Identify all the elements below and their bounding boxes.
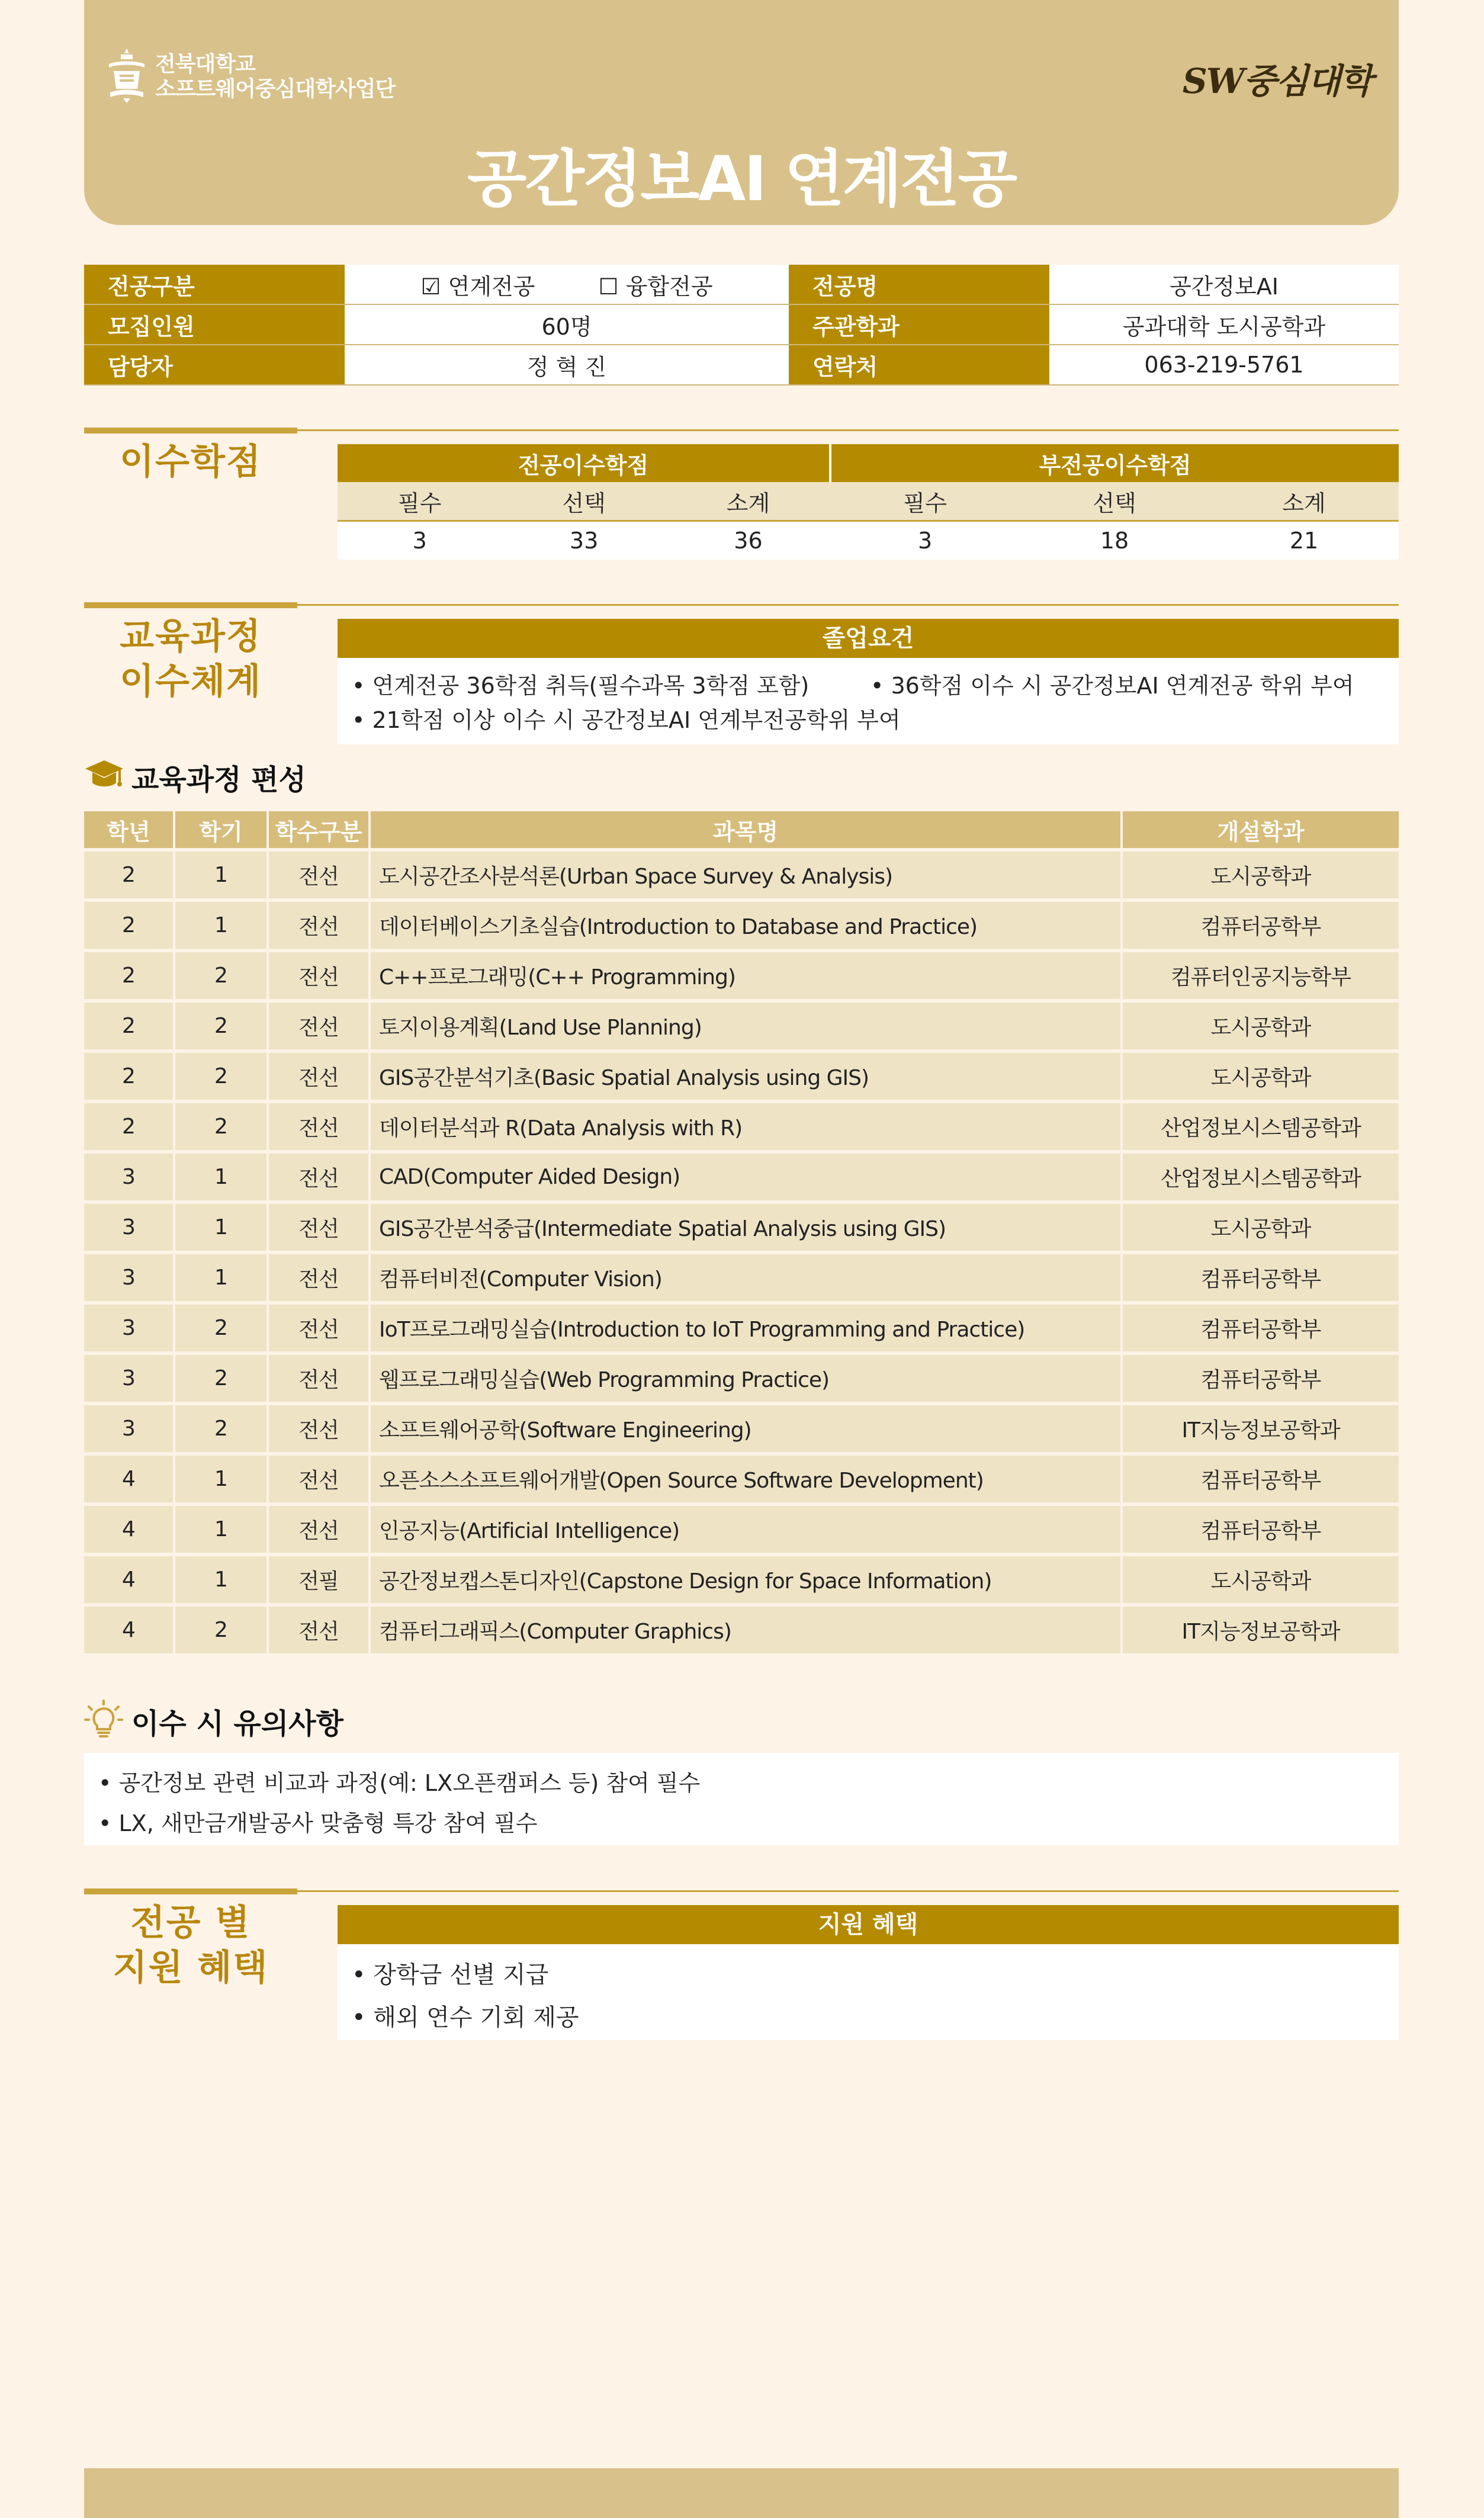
minor-credits-header: 부전공이수학점	[830, 444, 1399, 482]
row-year: 4	[84, 1502, 175, 1553]
recruit-value: 60명	[345, 304, 789, 345]
graduation-cap-icon	[84, 758, 124, 794]
row-course-type: 전선	[269, 1603, 371, 1653]
section-bar	[84, 428, 297, 433]
benefits-title-line2: 지원 혜택	[113, 1947, 269, 1989]
benefit-item: • 장학금 선별 지급	[352, 1961, 549, 1989]
row-course-name: 컴퓨터비전(Computer Vision)	[371, 1251, 1123, 1301]
row-course-name: 토지이용계획(Land Use Planning)	[371, 999, 1123, 1049]
row-department: 도시공학과	[1123, 1200, 1399, 1251]
credit-subheader: 필수	[338, 482, 502, 521]
row-year: 4	[84, 1452, 175, 1502]
benefits-section-title	[84, 1900, 297, 1990]
major-credits-header: 전공이수학점	[338, 444, 830, 482]
footer-bar	[84, 2468, 1399, 2518]
row-department: 컴퓨터공학부	[1123, 1301, 1399, 1351]
table-row	[84, 1452, 1399, 1502]
contact-label: 연락처	[789, 345, 1049, 385]
row-semester: 1	[175, 898, 269, 949]
page-title: 공간정보AI 연계전공	[467, 143, 1016, 215]
sw-center-logo: SW중심대학	[1182, 61, 1371, 101]
table-row	[84, 1402, 1399, 1452]
row-semester: 2	[175, 1603, 269, 1653]
credits-table	[338, 444, 1399, 560]
manager-value: 정 혁 진	[345, 345, 789, 385]
row-department: IT지능정보공학과	[1123, 1603, 1399, 1653]
table-row	[84, 1200, 1399, 1251]
credit-value: 3	[830, 521, 1020, 560]
table-row	[84, 1100, 1399, 1150]
row-course-name: 소프트웨어공학(Software Engineering)	[371, 1402, 1123, 1452]
row-course-name: IoT프로그래밍실습(Introduction to IoT Programming and Practice)	[371, 1301, 1123, 1351]
header-year: 학년	[84, 811, 175, 848]
row-department: 도시공학과	[1123, 999, 1399, 1049]
row-year: 3	[84, 1301, 175, 1351]
row-semester: 1	[175, 1452, 269, 1502]
credit-value: 21	[1209, 521, 1399, 560]
section-bar	[84, 602, 297, 608]
credit-value: 3	[338, 521, 502, 560]
table-row	[84, 1301, 1399, 1351]
dept-value: 공과대학 도시공학과	[1049, 304, 1399, 345]
table-row	[84, 1351, 1399, 1402]
row-year: 3	[84, 1251, 175, 1301]
table-row	[84, 1049, 1399, 1100]
row-department: 컴퓨터공학부	[1123, 1251, 1399, 1301]
row-semester: 2	[175, 949, 269, 999]
row-department: 컴퓨터공학부	[1123, 898, 1399, 949]
row-year: 2	[84, 898, 175, 949]
header-course-type: 학수구분	[269, 811, 371, 848]
row-semester: 2	[175, 1351, 269, 1402]
organization-name: 소프트웨어중심대학사업단	[155, 77, 396, 101]
type-option-convergence: ☐ 융합전공	[598, 273, 713, 300]
credit-subheader: 필수	[830, 482, 1020, 521]
row-department: IT지능정보공학과	[1123, 1402, 1399, 1452]
row-department: 컴퓨터공학부	[1123, 1351, 1399, 1402]
header-department: 개설학과	[1123, 811, 1399, 848]
row-course-name: 데이터베이스기초실습(Introduction to Database and Practice)	[371, 898, 1123, 949]
dept-label: 주관학과	[789, 304, 1049, 345]
type-value	[345, 265, 789, 304]
row-course-name: C++프로그래밍(C++ Programming)	[371, 949, 1123, 999]
benefits-box	[338, 1944, 1399, 2040]
credit-subheader: 소계	[666, 482, 830, 521]
row-semester: 1	[175, 1200, 269, 1251]
row-semester: 2	[175, 1301, 269, 1351]
row-department: 산업정보시스템공학과	[1123, 1100, 1399, 1150]
section-divider	[297, 429, 1399, 431]
header-course-name: 과목명	[371, 811, 1123, 848]
row-course-type: 전선	[269, 999, 371, 1049]
row-department: 산업정보시스템공학과	[1123, 1150, 1399, 1200]
credit-subheader: 선택	[1020, 482, 1209, 521]
recruit-label: 모집인원	[84, 304, 345, 345]
row-course-type: 전필	[269, 1553, 371, 1603]
row-department: 도시공학과	[1123, 1553, 1399, 1603]
table-row	[84, 999, 1399, 1049]
row-course-type: 전선	[269, 1351, 371, 1402]
row-course-type: 전선	[269, 1150, 371, 1200]
row-course-name: GIS공간분석중급(Intermediate Spatial Analysis using GIS)	[371, 1200, 1123, 1251]
manager-label: 담당자	[84, 345, 345, 385]
section-divider	[297, 604, 1399, 606]
credit-value: 33	[502, 521, 666, 560]
row-year: 3	[84, 1200, 175, 1251]
contact-value: 063-219-5761	[1049, 345, 1399, 385]
major-name-label: 전공명	[789, 265, 1049, 304]
row-semester: 1	[175, 1553, 269, 1603]
row-course-type: 전선	[269, 1301, 371, 1351]
row-department: 컴퓨터공학부	[1123, 1452, 1399, 1502]
row-semester: 2	[175, 1100, 269, 1150]
university-emblem-icon	[105, 47, 148, 104]
row-course-type: 전선	[269, 1200, 371, 1251]
row-course-type: 전선	[269, 949, 371, 999]
graduation-header: 졸업요건	[338, 619, 1399, 658]
table-row	[84, 949, 1399, 999]
row-course-name: 컴퓨터그래픽스(Computer Graphics)	[371, 1603, 1123, 1653]
benefits-title-line1: 전공 별	[130, 1902, 251, 1944]
table-row	[84, 1553, 1399, 1603]
university-name: 전북대학교	[155, 52, 255, 76]
table-row	[84, 848, 1399, 898]
header-semester: 학기	[175, 811, 269, 848]
benefit-item: • 해외 연수 기회 제공	[352, 2004, 579, 2031]
row-year: 3	[84, 1150, 175, 1200]
curriculum-title: 교육과정 편성	[131, 763, 306, 796]
benefits-header: 지원 혜택	[338, 1905, 1399, 1944]
grad-requirement: • 연계전공 36학점 취득(필수과목 3학점 포함)	[352, 673, 810, 699]
credit-value: 18	[1020, 521, 1209, 560]
row-course-type: 전선	[269, 1049, 371, 1100]
credit-subheader: 선택	[502, 482, 666, 521]
row-department: 컴퓨터인공지능학부	[1123, 949, 1399, 999]
table-row	[84, 1603, 1399, 1653]
row-year: 4	[84, 1553, 175, 1603]
row-course-name: GIS공간분석기초(Basic Spatial Analysis using GIS)	[371, 1049, 1123, 1100]
graduation-requirements	[338, 658, 1399, 744]
system-title-line1: 교육과정	[120, 616, 262, 657]
row-course-name: 공간정보캡스톤디자인(Capstone Design for Space Information)	[371, 1553, 1123, 1603]
row-course-name: 인공지능(Artificial Intelligence)	[371, 1502, 1123, 1553]
row-year: 3	[84, 1402, 175, 1452]
type-label: 전공구분	[84, 265, 345, 304]
row-year: 2	[84, 1100, 175, 1150]
row-department: 컴퓨터공학부	[1123, 1502, 1399, 1553]
note-item: • 공간정보 관련 비교과 과정(예: LX오픈캠퍼스 등) 참여 필수	[98, 1770, 701, 1796]
row-course-type: 전선	[269, 1402, 371, 1452]
table-row	[84, 1502, 1399, 1553]
row-course-type: 전선	[269, 1452, 371, 1502]
row-semester: 2	[175, 1049, 269, 1100]
row-course-type: 전선	[269, 848, 371, 898]
row-semester: 1	[175, 1150, 269, 1200]
row-semester: 1	[175, 848, 269, 898]
row-semester: 2	[175, 999, 269, 1049]
section-bar	[84, 1888, 297, 1894]
system-title-line2: 이수체계	[120, 661, 262, 702]
major-info-table	[84, 265, 1399, 386]
row-department: 도시공학과	[1123, 1049, 1399, 1100]
row-department: 도시공학과	[1123, 848, 1399, 898]
table-row	[84, 1251, 1399, 1301]
system-section-title	[84, 614, 297, 704]
section-divider	[297, 1890, 1399, 1892]
row-course-name: 데이터분석과 R(Data Analysis with R)	[371, 1100, 1123, 1150]
table-row	[84, 1150, 1399, 1200]
curriculum-table	[84, 811, 1399, 1653]
notes-box	[84, 1753, 1399, 1845]
row-course-type: 전선	[269, 1251, 371, 1301]
notes-title: 이수 시 유의사항	[131, 1707, 343, 1740]
row-course-name: CAD(Computer Aided Design)	[371, 1150, 1123, 1200]
row-semester: 2	[175, 1402, 269, 1452]
major-name-value: 공간정보AI	[1049, 265, 1399, 304]
row-course-type: 전선	[269, 1100, 371, 1150]
row-course-name: 웹프로그래밍실습(Web Programming Practice)	[371, 1351, 1123, 1402]
type-option-linked: ☑ 연계전공	[420, 273, 535, 300]
row-course-name: 도시공간조사분석론(Urban Space Survey & Analysis)	[371, 848, 1123, 898]
row-year: 2	[84, 1049, 175, 1100]
row-semester: 1	[175, 1251, 269, 1301]
credit-subheader: 소계	[1209, 482, 1399, 521]
credit-value: 36	[666, 521, 830, 560]
row-year: 2	[84, 999, 175, 1049]
row-course-type: 전선	[269, 1502, 371, 1553]
table-row	[84, 898, 1399, 949]
lightbulb-icon	[84, 1700, 123, 1739]
row-year: 2	[84, 949, 175, 999]
row-year: 3	[84, 1351, 175, 1402]
grad-requirement: • 21학점 이상 이수 시 공간정보AI 연계부전공학위 부여	[352, 707, 901, 733]
note-item: • LX, 새만금개발공사 맞춤형 특강 참여 필수	[98, 1810, 538, 1836]
row-semester: 1	[175, 1502, 269, 1553]
grad-requirement: • 36학점 이수 시 공간정보AI 연계전공 학위 부여	[871, 673, 1354, 699]
row-year: 4	[84, 1603, 175, 1653]
curriculum-rows	[84, 848, 1399, 1653]
row-course-type: 전선	[269, 898, 371, 949]
row-year: 2	[84, 848, 175, 898]
row-course-name: 오픈소스소프트웨어개발(Open Source Software Development)	[371, 1452, 1123, 1502]
credits-section-title: 이수학점	[120, 441, 262, 483]
